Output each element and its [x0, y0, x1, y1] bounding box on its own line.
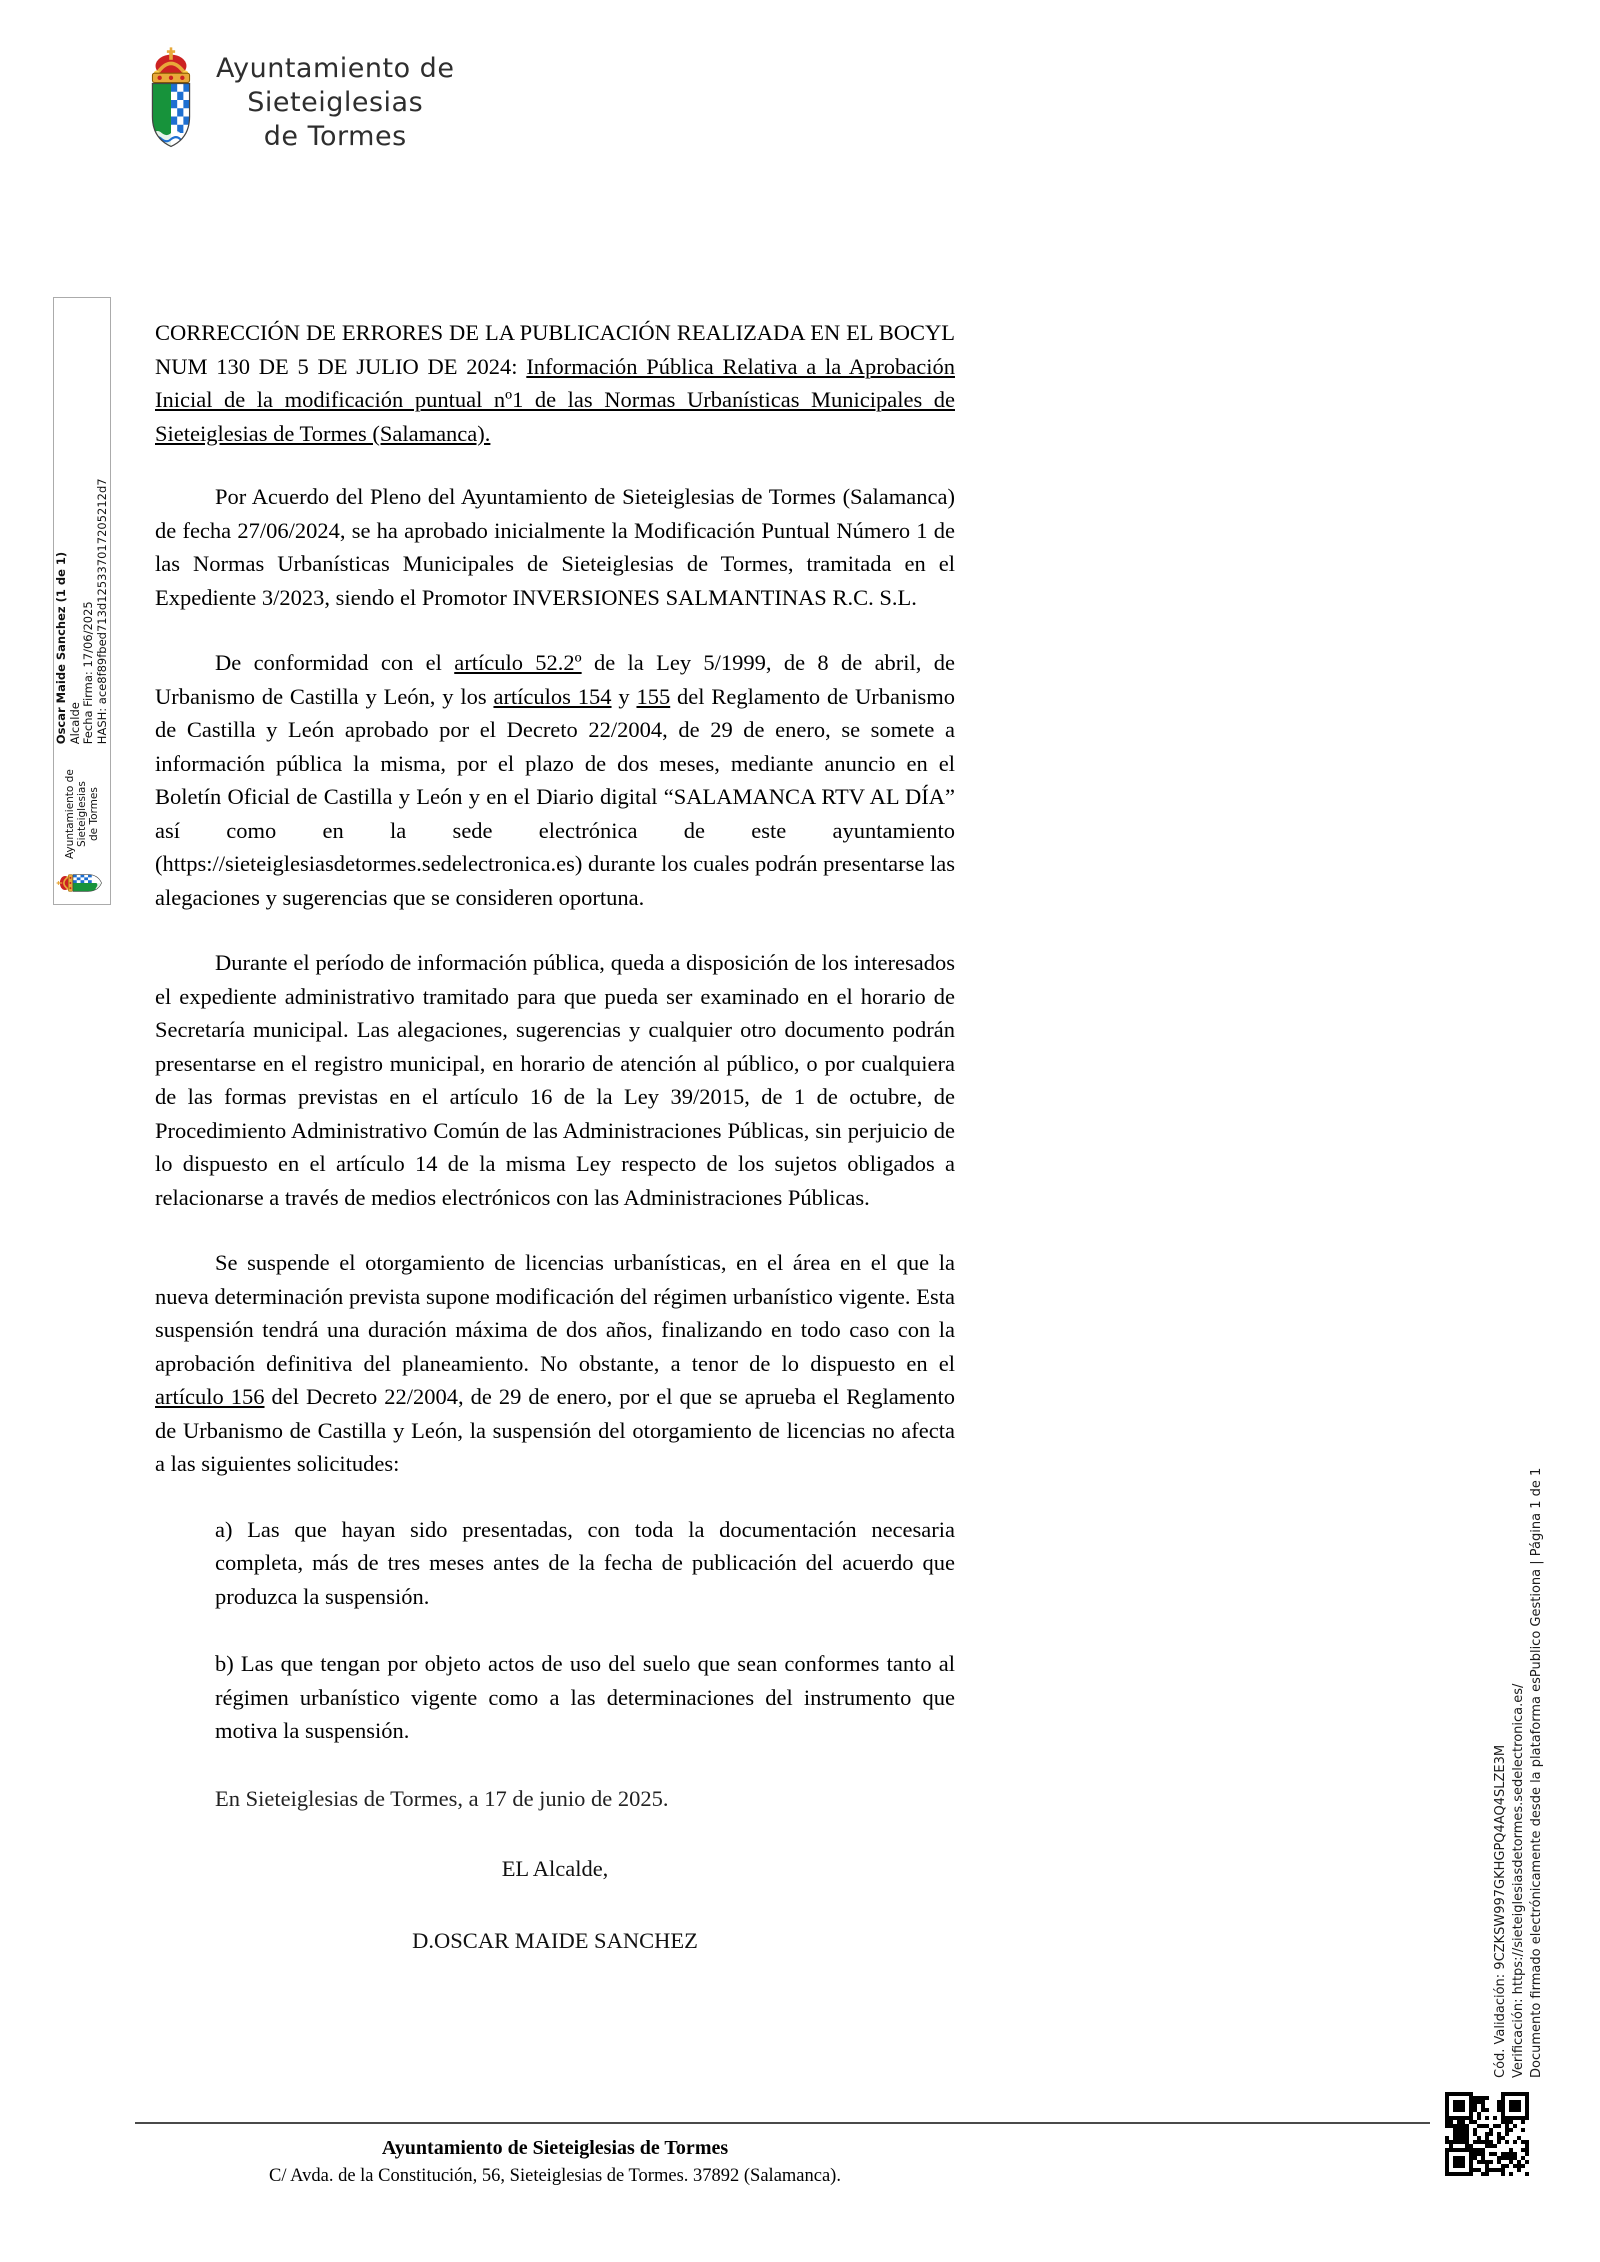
document-body — [155, 316, 955, 1957]
stamp-org-line: Sieteiglesias — [76, 781, 88, 848]
validation-text: Cód. Validación: 9CZKSW997GKHGPQ4AQ4SLZE3M Verificación: https://sieteiglesiasdetormes.sedelectronica.es/ Documento firmado electrónicamente desde la plataforma esPublico Gestiona | Página 1 de 1 — [1493, 1467, 1544, 2078]
footer-divider — [135, 2122, 1430, 2124]
header-org-line: Ayuntamiento de — [216, 53, 455, 84]
paragraph-informacion-publica: Durante el período de información pública, queda a disposición de los interesados el expediente administrativo tramitado para que pueda ser examinado en el horario de Secretaría municipal. Las alegaciones, sugerencias y cualquier otro documento podrán presentarse en el registro municipal, en horario de atención al público, o por cualquiera de las formas previstas en el artículo 16 de la Ley 39/2015, de 1 de octubre, de Procedimiento Administrativo Común de las Administraciones Públicas, sin perjuicio de lo dispuesto en el artículo 14 de la misma Ley respecto de los sujetos obligados a relacionarse a través de medios electrónicos con las Administraciones Públicas. — [155, 950, 955, 1210]
list-item-a: a) Las que hayan sido presentadas, con toda la documentación necesaria completa, más de tres meses antes de la fecha de publicación del acuerdo que produzca la suspensión. — [215, 1516, 955, 1609]
qr-code — [1445, 2092, 1529, 2176]
header-org-line: de Tormes — [263, 121, 407, 152]
place-date-line: En Sieteiglesias de Tormes, a 17 de junio de 2025. — [215, 1785, 669, 1811]
page-footer — [155, 2134, 955, 2189]
stamp-signature-details — [55, 478, 109, 744]
footer-address: C/ Avda. de la Constitución, 56, Sieteiglesias de Tormes. 37892 (Salamanca). — [269, 2166, 841, 2186]
header-org-name — [216, 44, 454, 154]
signature-stamp-box — [53, 297, 111, 905]
header-logo — [138, 44, 454, 161]
signer-role: Alcalde — [67, 702, 82, 745]
municipal-crest-small-icon — [56, 868, 109, 898]
signature-hash: HASH: ace8f89fbed713d125337017205212d7 — [94, 478, 109, 745]
signature-role-line: EL Alcalde, — [501, 1856, 609, 1881]
signature-date: Fecha Firma: 17/06/2025 — [81, 601, 95, 745]
footer-org-name: Ayuntamiento de Sieteiglesias de Tormes — [381, 2137, 729, 2159]
document-title: CORRECCIÓN DE ERRORES DE LA PUBLICACIÓN REALIZADA EN EL BOCYL NUM 130 DE 5 DE JULIO DE 2024: Información Pública Relativa a la Aprobación Inicial de la modificación puntual nº1 de las Normas Urbanísticas Municipales de Sieteiglesias de Tormes (Salamanca). — [155, 320, 955, 446]
header-org-line: Sieteiglesias — [247, 87, 424, 118]
paragraph-conformidad: De conformidad con el artículo 52.2º de la Ley 5/1999, de 8 de abril, de Urbanismo de Castilla y León, y los artículos 154 y 155 del Reglamento de Urbanismo de Castilla y León aprobado por el Decreto 22/2004, de 29 de enero, se somete a información pública la misma, por el plazo de dos meses, mediante anuncio en el Boletín Oficial de Castilla y León y en el Diario digital “SALAMANCA RTV AL DÍA” así como en la sede electrónica de este ayuntamiento (https://sieteiglesiasdetormes.sedelectronica.es) durante los cuales podrán presentarse las alegaciones y sugerencias que se consideren oportuna. — [155, 650, 956, 910]
stamp-org-name — [64, 769, 100, 859]
list-item-b: b) Las que tengan por objeto actos de uso del suelo que sean conformes tanto al régimen urbanístico vigente como a las determinaciones del instrumento que motiva la suspensión. — [215, 1651, 955, 1743]
paragraph-suspension-licencias: Se suspende el otorgamiento de licencias urbanísticas, en el área en el que la nueva determinación prevista supone modificación del régimen urbanístico vigente. Esta suspensión tendrá una duración máxima de dos años, finalizando en todo caso con la aprobación definitiva del planeamiento. No obstante, a tenor de lo dispuesto en el artículo 156 del Decreto 22/2004, de 29 de enero, por el que se aprueba el Reglamento de Urbanismo de Castilla y León, la suspensión del otorgamiento de licencias no afecta a las siguientes solicitudes: — [155, 1250, 955, 1476]
municipal-crest-icon — [138, 44, 204, 161]
signature-stamp-content — [55, 299, 109, 903]
signature-name-line: D.OSCAR MAIDE SANCHEZ — [412, 1927, 698, 1953]
signer-name: Oscar Maide Sanchez (1 de 1) — [54, 551, 68, 745]
validation-sidebar — [1492, 956, 1550, 2078]
paragraph-acuerdo-pleno: Por Acuerdo del Pleno del Ayuntamiento de Sieteiglesias de Tormes (Salamanca) de fecha 27/06/2024, se ha aprobado inicialmente la Modificación Puntual Número 1 de las Normas Urbanísticas Municipales de Sieteiglesias de Tormes, tramitada en el Expediente 3/2023, siendo el Promotor INVERSIONES SALMANTINAS R.C. S.L. — [155, 484, 955, 610]
stamp-org-line: Ayuntamiento de — [64, 769, 76, 859]
stamp-org-line: de Tormes — [88, 787, 100, 841]
